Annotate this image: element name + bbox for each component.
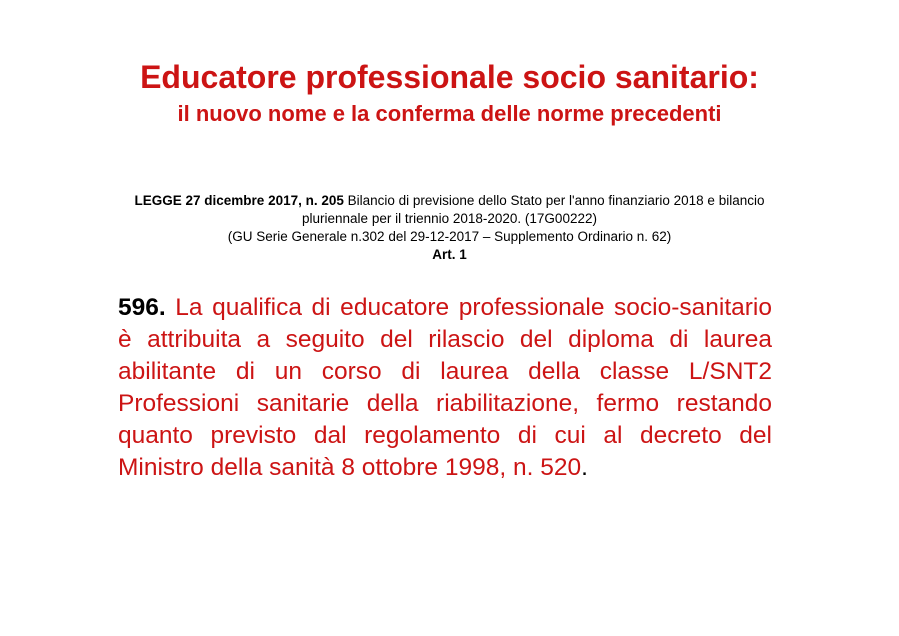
article-paragraph	[118, 292, 772, 484]
slide-subtitle: il nuovo nome e la conferma delle norme precedenti	[177, 101, 722, 126]
paragraph-number: 596.	[118, 293, 166, 321]
slide-title: Educatore professionale socio sanitario:	[140, 59, 759, 95]
article-label: Art. 1	[432, 247, 467, 262]
law-description: Bilancio di previsione dello Stato per l'anno finanziario 2018 e bilancio pluriennale per il triennio 2018-2020. (17G00222)	[302, 193, 765, 226]
gazette-reference: (GU Serie Generale n.302 del 29-12-2017 – Supplemento Ordinario n. 62)	[227, 229, 672, 244]
paragraph-text: La qualifica di educatore professionale socio-sanitario è attribuita a seguito del rilascio del diploma di laurea abilitante di un corso di laurea della classe L/SNT2 Professioni sanitarie della riabilitazione, fermo restando quanto previsto dal regolamento di cui al decreto del Ministro della sanità 8 ottobre 1998, n. 520	[118, 293, 772, 481]
paragraph-end: .	[581, 453, 588, 481]
law-title: LEGGE 27 dicembre 2017, n. 205	[134, 193, 344, 208]
law-reference	[110, 192, 789, 264]
law-heading	[110, 192, 789, 228]
